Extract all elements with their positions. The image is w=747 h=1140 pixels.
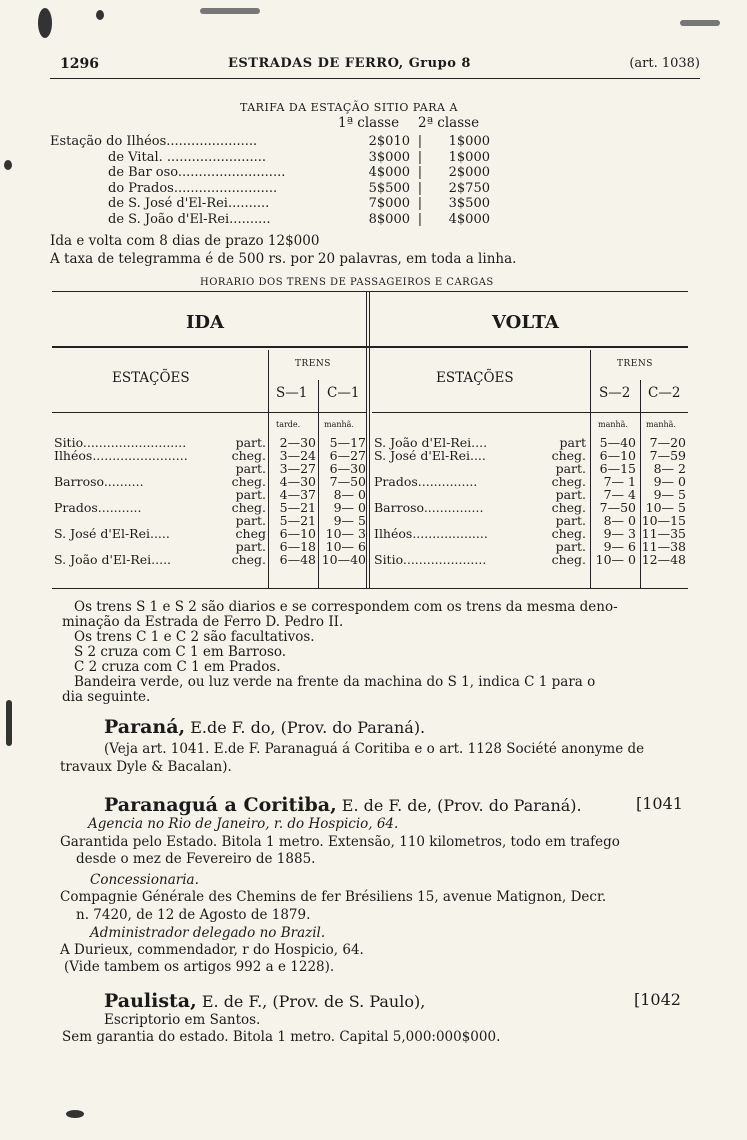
tarifa-station: de S. João d'El-Rei.......... [108,211,271,227]
volta-kind-cell: cheg. [551,500,586,515]
volta-stations-header: ESTAÇÕES [436,370,514,386]
volta-kind-cell: part. [555,461,586,476]
note-line: Os trens C 1 e C 2 são facultativos. [74,629,315,645]
note-line: minação da Estrada de Ferro D. Pedro II. [62,614,344,630]
tarifa-col2-header: 2ª classe [418,115,480,131]
tarifa-station: de Bar oso.......................... [108,165,286,180]
page-number: 1296 [60,56,99,72]
volta-s-cell: 9— 6 [603,539,636,554]
volta-kind-cell: part. [555,539,586,554]
volta-c-cell: 10— 5 [645,500,686,515]
tarifa-station: de S. José d'El-Rei.......... [108,196,270,211]
tarifa-first-class: 4$000 [368,165,410,180]
parana-line: travaux Dyle & Bacalan). [60,759,232,775]
volta-c-cell: 9— 0 [653,474,686,489]
ida-kind-cell: cheg. [231,474,266,489]
volta-s-cell: 6—10 [599,448,636,463]
parana-entry-title [104,716,425,738]
ida-c-cell: 8— 0 [333,487,366,502]
ida-kind-cell: cheg [235,526,266,541]
tarifa-row: de S. João d'El-Rei.......... 8$000 | 4$000 [50,212,490,228]
parana-line: (Veja art. 1041. E.de F. Paranaguá á Coritiba e o art. 1128 Société anonyme de [104,741,645,757]
paranagua-line: Garantida pelo Estado. Bitola 1 metro. Extensão, 110 kilometros, todo em trafego [60,834,620,850]
volta-s-cell: 7— 1 [603,474,636,489]
ida-station-cell: Ilhéos........................ [54,448,188,463]
table-rule [52,412,366,413]
paulista-line: Sem garantia do estado. Bitola 1 metro. Capital 5,000:000$000. [62,1029,501,1045]
ida-station-cell: Prados........... [54,500,142,515]
tarifa-second-class: 1$000 [448,149,490,165]
tarifa-row: do Prados......................... 5$500 | 2$750 [50,181,490,197]
volta-row [372,449,688,462]
volta-s-cell: 5—40 [599,435,636,450]
tarifa-col1-header: 1ª classe [338,115,400,131]
paulista-line: Escriptorio em Santos. [104,1012,261,1028]
volta-c-cell: 10—15 [641,513,686,528]
tarifa-title: TARIFA DA ESTAÇÃO SITIO PARA A [240,101,458,114]
article-reference: (art. 1038) [629,56,700,71]
volta-kind-cell: part. [555,513,586,528]
ida-c-cell: 6—30 [329,461,366,476]
ida-station-cell: S. José d'El-Rei..... [54,526,170,541]
ida-heading: IDA [186,312,224,333]
paranagua-name: Paranaguá a Coritiba, [104,794,337,816]
tarifa-row: de S. José d'El-Rei.......... 7$000 | 3$500 [50,196,490,212]
note-line: Bandeira verde, ou luz verde na frente da machina do S 1, indica C 1 para o [74,674,596,690]
ida-kind-cell: part. [235,513,266,528]
volta-s-cell: 7— 4 [603,487,636,502]
note-line: Os trens S 1 e S 2 são diarios e se correspondem com os trens da mesma deno- [74,599,618,615]
ida-c-cell: 10— 6 [325,539,366,554]
volta-kind-cell: cheg. [551,448,586,463]
volta-c-cell: 7—59 [649,448,686,463]
volta-station-cell: S. José d'El-Rei.... [374,448,486,463]
ida-kind-cell: cheg. [231,552,266,567]
tarifa-second-class: 2$750 [448,180,490,196]
tarifa-station: de Vital. ........................ [108,149,267,165]
ida-s-cell: 6—10 [279,526,316,541]
ink-speck [6,700,12,746]
volta-c-cell: 11—35 [641,526,686,541]
ida-timetable [52,436,368,566]
paranagua-article-number: [1041 [636,794,683,813]
paranagua-entry-title [104,794,582,816]
volta-kind-cell: cheg. [551,552,586,567]
ida-volta-fare: Ida e volta com 8 dias de prazo 12$000 [50,233,320,249]
volta-station-cell: Sitio..................... [374,552,487,567]
parana-title-rest: E.de F. do, (Prov. do Paraná). [185,718,426,737]
ida-row [52,449,368,462]
ink-speck [66,1110,84,1118]
table-rule [52,291,688,292]
volta-trains-header: TRENS [617,359,653,369]
ink-speck [96,10,104,20]
tarifa-first-class: 5$500 [368,180,410,196]
volta-c-cell: 8— 2 [653,461,686,476]
ida-c-cell: 10—40 [321,552,366,567]
volta-heading: VOLTA [492,312,559,333]
ida-s-cell: 2—30 [279,435,316,450]
volta-c-cell: 7—20 [649,435,686,450]
volta-s-cell: 8— 0 [603,513,636,528]
ida-manha-label: manhã. [324,420,354,429]
horario-title: HORARIO DOS TRENS DE PASSAGEIROS E CARGAS [200,277,494,288]
ida-c-cell: 5—17 [329,435,366,450]
tarifa-second-class: 1$000 [448,134,490,149]
paulista-name: Paulista, [104,990,197,1012]
tarifa-row: de Bar oso.......................... 4$000 | 2$000 [50,165,490,181]
ida-kind-cell: part. [235,487,266,502]
volta-c2-header: C—2 [648,385,681,401]
volta-station-cell: Ilhéos................... [374,526,488,541]
paranagua-line: n. 7420, de 12 de Agosto de 1879. [76,907,311,923]
table-rule [372,412,688,413]
paulista-entry-title [104,990,425,1012]
volta-c-cell: 11—38 [641,539,686,554]
tarifa-second-class: 4$000 [448,211,490,227]
ida-kind-cell: cheg. [231,448,266,463]
paulista-title-rest: E. de F., (Prov. de S. Paulo), [196,992,426,1011]
ink-speck [38,8,52,38]
volta-s-cell: 10— 0 [595,552,636,567]
volta-manha-label: manhã. [598,420,628,429]
paranagua-line: Administrador delegado no Brazil. [90,925,326,941]
ida-kind-cell: part. [235,539,266,554]
ida-c1-header: C—1 [327,385,360,401]
ida-row [52,501,368,514]
volta-s2-header: S—2 [599,385,631,401]
tarifa-first-class: 7$000 [368,196,410,211]
volta-manha-label: manhã. [646,420,676,429]
note-line: C 2 cruza com C 1 em Prados. [74,659,281,675]
volta-row [372,553,688,566]
paranagua-line: (Vide tambem os artigos 992 a e 1228). [64,959,335,975]
paranagua-line: Concessionaria. [90,872,199,888]
volta-kind-cell: part [559,435,586,450]
ida-c-cell: 9— 5 [333,513,366,528]
volta-c-cell: 9— 5 [653,487,686,502]
telegram-rate: A taxa de telegramma é de 500 rs. por 20 palavras, em toda a linha. [50,251,517,267]
volta-s-cell: 9— 3 [603,526,636,541]
volta-kind-cell: cheg. [551,474,586,489]
ida-stations-header: ESTAÇÕES [112,370,190,386]
ida-s-cell: 6—48 [279,552,316,567]
ida-s-cell: 5—21 [279,513,316,528]
ida-s-cell: 3—24 [279,448,316,463]
page-title: ESTRADAS DE FERRO, Grupo 8 [228,56,471,71]
ida-kind-cell: cheg. [231,500,266,515]
ida-s-cell: 6—18 [279,539,316,554]
ida-s-cell: 4—30 [279,474,316,489]
ida-kind-cell: part. [235,435,266,450]
tarifa-row: de Vital. ........................ 3$000 | 1$000 [50,150,490,166]
volta-row [372,501,688,514]
ida-s-cell: 3—27 [279,461,316,476]
table-center-divider [369,291,370,588]
paranagua-line: desde o mez de Fevereiro de 1885. [76,851,316,867]
tarifa-station: do Prados......................... [108,180,278,196]
paranagua-line: Compagnie Générale des Chemins de fer Brésiliens 15, avenue Matignon, Decr. [60,889,607,905]
volta-kind-cell: part. [555,487,586,502]
paulista-article-number: [1042 [634,990,681,1009]
ida-station-cell: S. João d'El-Rei..... [54,552,172,567]
ida-s1-header: S—1 [276,385,308,401]
volta-station-cell: S. João d'El-Rei.... [374,435,488,450]
tarifa-row: Estação do Ilhéos...................... 2$010 | 1$000 [50,134,490,149]
volta-s-cell: 6—15 [599,461,636,476]
tarifa-second-class: 3$500 [448,196,490,211]
table-rule [52,588,688,589]
tarifa-first-class: 2$010 [368,134,410,149]
volta-timetable [372,436,688,566]
tarifa-second-class: 2$000 [448,165,490,180]
ida-c-cell: 9— 0 [333,500,366,515]
ida-row [52,553,368,566]
ida-row [52,475,368,488]
note-line: S 2 cruza com C 1 em Barroso. [74,644,287,660]
ink-speck [200,8,260,14]
ida-tarde-label: tarde. [276,420,301,429]
volta-c-cell: 12—48 [641,552,686,567]
ida-station-cell: Sitio.......................... [54,435,187,450]
header-rule [50,78,700,79]
ink-speck [4,160,12,170]
ida-s-cell: 4—37 [279,487,316,502]
ink-speck [680,20,720,26]
ida-trains-header: TRENS [295,359,331,369]
paranagua-line: A Durieux, commendador, r do Hospicio, 64. [60,942,364,958]
ida-station-cell: Barroso.......... [54,474,144,489]
tarifa-station: Estação do Ilhéos...................... [50,134,258,149]
tarifa-first-class: 8$000 [368,211,410,227]
paranagua-title-rest: E. de F. de, (Prov. do Paraná). [336,796,582,815]
page-header [50,56,700,78]
table-rule [52,346,688,348]
ida-c-cell: 7—50 [329,474,366,489]
tarifa-table [50,134,490,227]
volta-station-cell: Prados............... [374,474,478,489]
paranagua-line: Agencia no Rio de Janeiro, r. do Hospicio, 64. [88,816,399,832]
ida-c-cell: 10— 3 [325,526,366,541]
ida-c-cell: 6—27 [329,448,366,463]
volta-row [372,527,688,540]
parana-name: Paraná, [104,716,186,738]
tarifa-first-class: 3$000 [368,149,410,165]
volta-kind-cell: cheg. [551,526,586,541]
ida-s-cell: 5—21 [279,500,316,515]
note-line: dia seguinte. [62,689,151,705]
volta-station-cell: Barroso............... [374,500,484,515]
ida-row [52,527,368,540]
ida-kind-cell: part. [235,461,266,476]
volta-s-cell: 7—50 [599,500,636,515]
volta-row [372,475,688,488]
